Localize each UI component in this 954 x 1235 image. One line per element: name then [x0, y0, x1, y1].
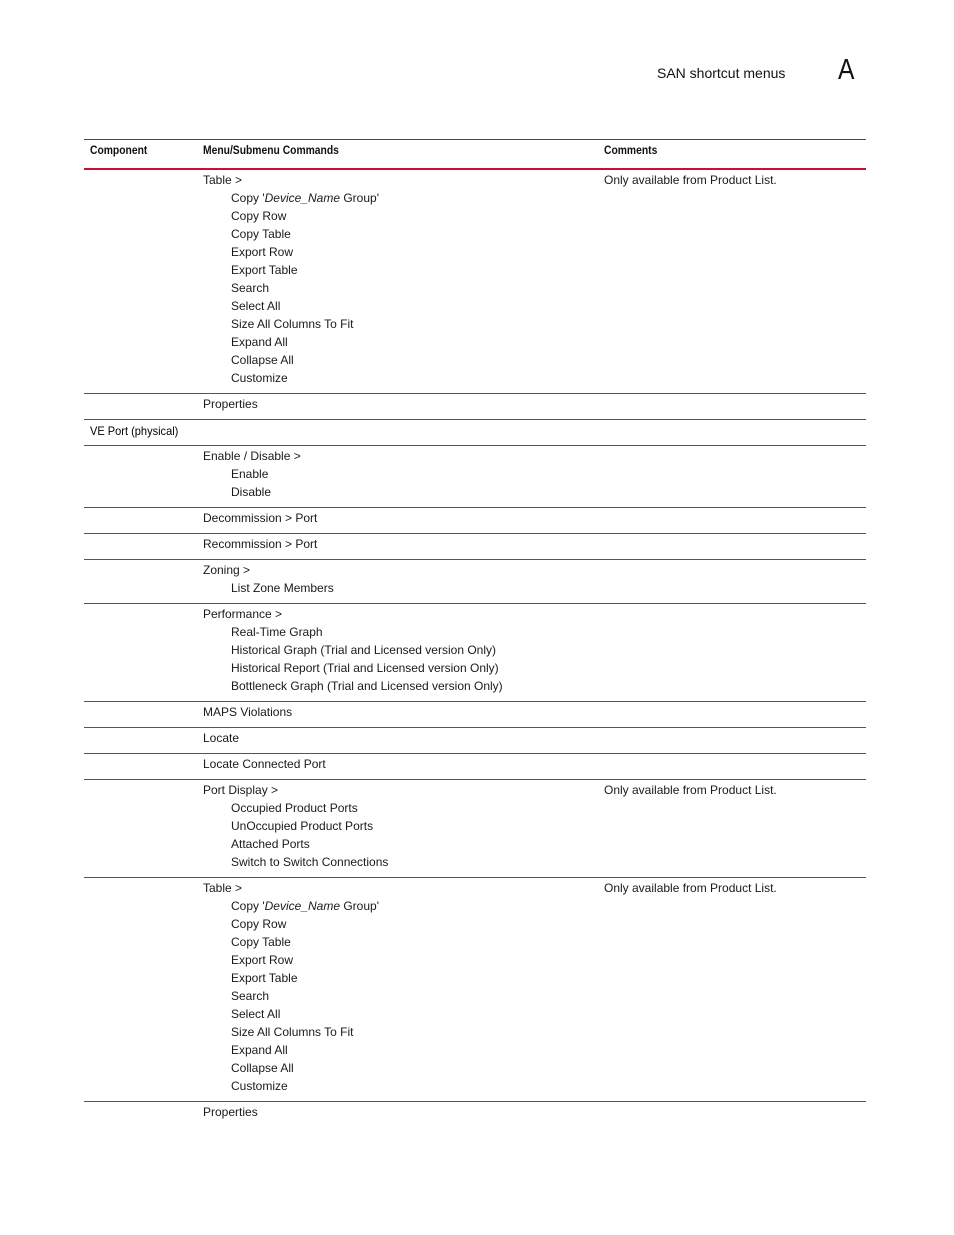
commands-cell	[203, 171, 593, 387]
submenu-command: Expand All	[231, 335, 288, 349]
menu-command: Enable / Disable >	[203, 449, 301, 463]
command-text: Copy '	[231, 191, 265, 205]
submenu-command: Select All	[231, 1007, 281, 1021]
table-row	[84, 604, 866, 702]
menu-command: Locate Connected Port	[203, 757, 326, 771]
table-row	[84, 508, 866, 534]
submenu-command: Copy Table	[231, 935, 291, 949]
menu-command: Table >	[203, 881, 243, 895]
commands-cell	[203, 729, 593, 747]
submenu-command: Bottleneck Graph (Trial and Licensed version Only)	[231, 679, 503, 693]
table-row	[84, 446, 866, 508]
command-text: Copy '	[231, 899, 265, 913]
submenu-command	[203, 897, 593, 915]
menu-command: Locate	[203, 731, 240, 745]
menu-command: Zoning >	[203, 563, 251, 577]
table-row	[84, 1102, 866, 1127]
submenu-command: Copy Table	[231, 227, 291, 241]
commands-cell	[203, 535, 593, 553]
command-text-suffix: Group'	[340, 191, 379, 205]
submenu-command: Export Table	[231, 263, 298, 277]
submenu-command: Historical Graph (Trial and Licensed version Only)	[231, 643, 496, 657]
commands-cell	[203, 703, 593, 721]
submenu-command	[203, 189, 593, 207]
submenu-command: Export Table	[231, 971, 298, 985]
table-row	[84, 702, 866, 728]
submenu-command: Customize	[231, 1079, 288, 1093]
comment-cell: Only available from Product List.	[604, 173, 777, 187]
command-variable: Device_Name	[264, 899, 341, 913]
submenu-command: Expand All	[231, 1043, 288, 1057]
table-row	[84, 878, 866, 1102]
commands-cell	[203, 879, 593, 1095]
column-header-component: Component	[90, 143, 148, 157]
submenu-command: Search	[231, 281, 270, 295]
menu-command: Properties	[203, 397, 258, 411]
commands-cell	[203, 605, 593, 695]
commands-cell	[203, 509, 593, 527]
menu-command: Recommission > Port	[203, 537, 318, 551]
submenu-command: Real-Time Graph	[231, 625, 323, 639]
component-cell: VE Port (physical)	[90, 424, 179, 438]
table-row	[84, 420, 866, 446]
submenu-command: Select All	[231, 299, 281, 313]
commands-cell	[203, 1103, 593, 1121]
commands-cell	[203, 395, 593, 413]
shortcut-menu-table	[84, 139, 866, 1127]
table-row	[84, 754, 866, 780]
submenu-command: Customize	[231, 371, 288, 385]
submenu-command: Copy Row	[231, 209, 287, 223]
column-header-comments: Comments	[604, 143, 658, 157]
submenu-command: Switch to Switch Connections	[231, 855, 389, 869]
submenu-command: List Zone Members	[231, 581, 334, 595]
commands-cell	[203, 781, 593, 871]
table-row	[84, 534, 866, 560]
menu-command: Table >	[203, 173, 243, 187]
submenu-command: UnOccupied Product Ports	[231, 819, 374, 833]
commands-cell	[203, 755, 593, 773]
table-row	[84, 394, 866, 420]
comment-cell: Only available from Product List.	[604, 881, 777, 895]
submenu-command: Occupied Product Ports	[231, 801, 358, 815]
menu-command: Decommission > Port	[203, 511, 318, 525]
appendix-letter: A	[838, 54, 855, 86]
command-variable: Device_Name	[264, 191, 341, 205]
menu-command: Performance >	[203, 607, 283, 621]
submenu-command: Search	[231, 989, 270, 1003]
submenu-command: Size All Columns To Fit	[231, 317, 354, 331]
commands-cell	[203, 561, 593, 597]
submenu-command: Enable	[231, 467, 269, 481]
submenu-command: Attached Ports	[231, 837, 310, 851]
comment-cell: Only available from Product List.	[604, 783, 777, 797]
command-text-suffix: Group'	[340, 899, 379, 913]
menu-command: Port Display >	[203, 783, 279, 797]
submenu-command: Copy Row	[231, 917, 287, 931]
menu-command: MAPS Violations	[203, 705, 293, 719]
table-header	[84, 139, 866, 170]
table-row	[84, 780, 866, 878]
table-body	[84, 170, 866, 1127]
column-header-commands: Menu/Submenu Commands	[203, 143, 339, 157]
submenu-command: Disable	[231, 485, 272, 499]
submenu-command: Size All Columns To Fit	[231, 1025, 354, 1039]
table-row	[84, 728, 866, 754]
menu-command: Properties	[203, 1105, 258, 1119]
section-title: SAN shortcut menus	[657, 65, 786, 81]
table-row	[84, 560, 866, 604]
submenu-command: Export Row	[231, 953, 294, 967]
submenu-command: Historical Report (Trial and Licensed version Only)	[231, 661, 499, 675]
submenu-command: Collapse All	[231, 353, 294, 367]
commands-cell	[203, 447, 593, 501]
submenu-command: Collapse All	[231, 1061, 294, 1075]
table-row	[84, 170, 866, 394]
submenu-command: Export Row	[231, 245, 294, 259]
